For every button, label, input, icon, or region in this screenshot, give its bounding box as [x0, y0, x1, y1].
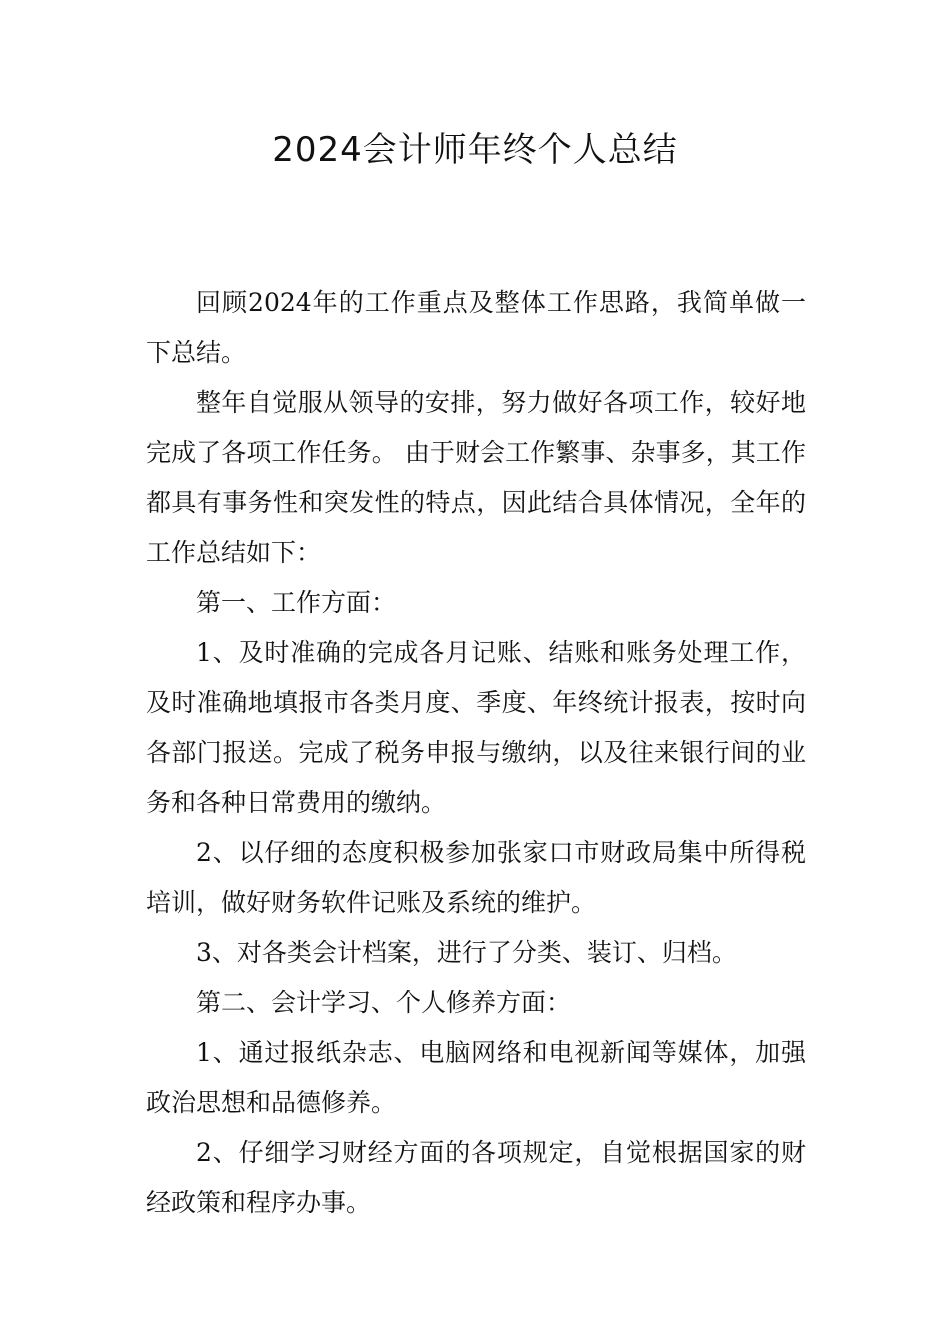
- list-item-work-3: 3、对各类会计档案，进行了分类、装订、归档。: [196, 938, 737, 967]
- document-body: [146, 278, 806, 1228]
- section-heading-work: 第一、工作方面：: [196, 588, 397, 617]
- list-item-work-1: 1、及时准确的完成各月记账、结账和账务处理工作，及时准确地填报市各类月度、季度、年终统计报表，按时向各部门报送。完成了税务申报与缴纳，以及往来银行间的业务和各种日常费用的缴纳。: [146, 638, 806, 817]
- paragraph-overview: 整年自觉服从领导的安排，努力做好各项工作，较好地完成了各项工作任务。 由于财会工作繁事、杂事多，其工作都具有事务性和突发性的特点，因此结合具体情况，全年的工作总结如下：: [146, 388, 806, 567]
- list-item-work-2: 2、以仔细的态度积极参加张家口市财政局集中所得税培训，做好财务软件记账及系统的维护。: [146, 838, 806, 917]
- list-item-study-2: 2、仔细学习财经方面的各项规定，自觉根据国家的财经政策和程序办事。: [146, 1138, 806, 1217]
- paragraph-intro: 回顾2024年的工作重点及整体工作思路，我简单做一下总结。: [146, 288, 806, 367]
- section-heading-study: 第二、会计学习、个人修养方面：: [196, 988, 572, 1017]
- document-title: 2024会计师年终个人总结: [272, 130, 678, 170]
- list-item-study-1: 1、通过报纸杂志、电脑网络和电视新闻等媒体，加强政治思想和品德修养。: [146, 1038, 806, 1117]
